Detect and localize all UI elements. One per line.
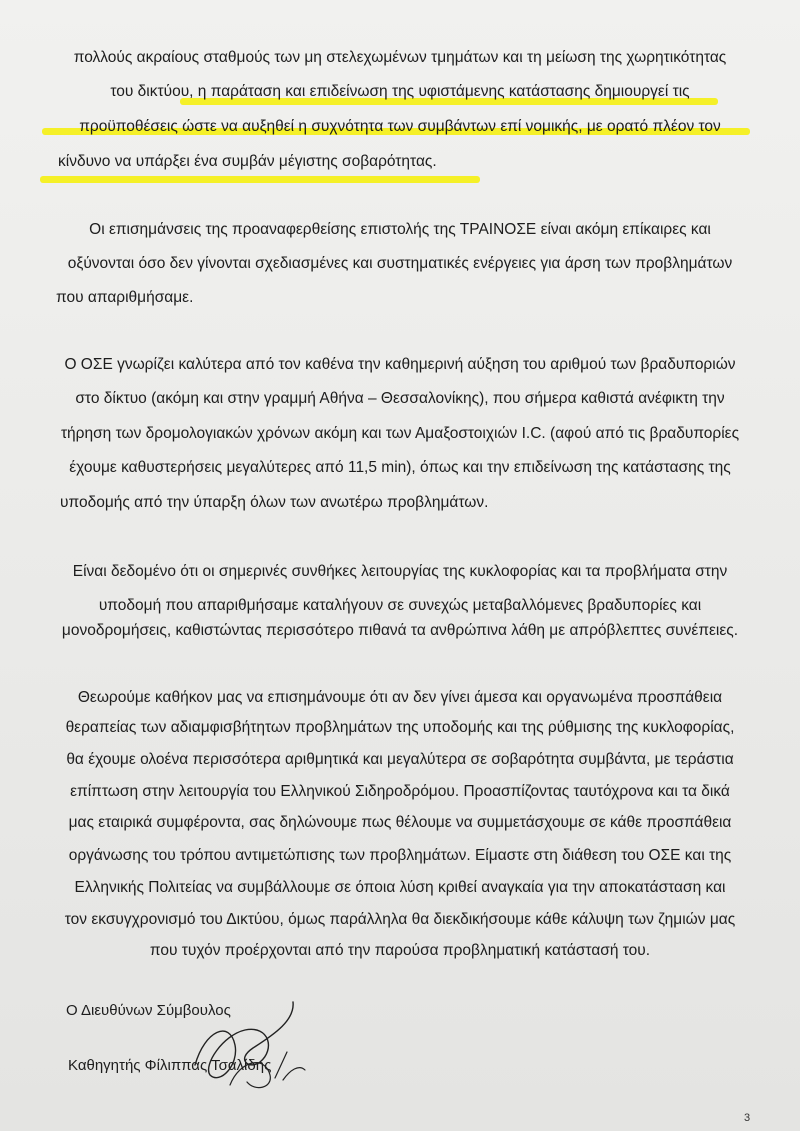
text-line: που απαριθμήσαμε. [56, 289, 194, 306]
text-line: επίπτωση στην λειτουργία του Ελληνικού Σιδηροδρόμου. Προασπίζοντας ταυτόχρονα και τα δικά [70, 783, 730, 800]
text-line: οργάνωσης του τρόπου αντιμετώπισης των προβλημάτων. Είμαστε στη διάθεση του ΟΣΕ και της [68, 847, 732, 864]
text-line: υποδομή που απαριθμήσαμε καταλήγουν σε συνεχώς μεταβαλλόμενες βραδυπορίες και [98, 597, 702, 614]
text-line: κίνδυνο να υπάρξει ένα συμβάν μέγιστης σοβαρότητας. [58, 153, 437, 170]
text-line: μονοδρομήσεις, καθιστώντας περισσότερο πιθανά τα ανθρώπινα λάθη με απρόβλεπτες συνέπειες. [61, 622, 739, 639]
text-line: οξύνονται όσο δεν γίνονται σχεδιασμένες και συστηματικές ενέργειες για άρση των προβλημάτων [67, 255, 733, 272]
text-line: Ο ΟΣΕ γνωρίζει καλύτερα από τον καθένα την καθημερινή αύξηση του αριθμού των βραδυποριών [64, 356, 736, 373]
signatory-name: Καθηγητής Φίλιππας Τσαλίδης [68, 1057, 272, 1074]
text-line: πολλούς ακραίους σταθμούς των μη στελεχωμένων τμημάτων και τη μείωση της χωρητικότητας [73, 49, 727, 66]
text-line: που τυχόν προέρχονται από την παρούσα προβληματική κατάστασή του. [149, 942, 651, 959]
text-line: Είναι δεδομένο ότι οι σημερινές συνθήκες λειτουργίας της κυκλοφορίας και τα προβλήματα στην [72, 563, 728, 580]
text-line: τον εκσυγχρονισμό του Δικτύου, όμως παράλληλα θα διεκδικήσουμε κάθε κάλυψη των ζημιών μας [64, 911, 736, 928]
text-line: τήρηση των δρομολογιακών χρόνων ακόμη και των Αμαξοστοιχιών I.C. (αφού από τις βραδυπορίες [60, 425, 740, 442]
text-line: έχουμε καθυστερήσεις μεγαλύτερες από 11,5 min), όπως και την επιδείνωση της κατάστασης της [69, 459, 731, 476]
text-line: μας εταιρικά συμφέροντα, σας δηλώνουμε πως θέλουμε να συμμετάσχουμε σε κάθε προσπάθεια [68, 814, 732, 831]
text-line: του δικτύου, η παράταση και επιδείνωση της υφιστάμενης κατάστασης δημιουργεί τις [110, 83, 690, 100]
text-line: Θεωρούμε καθήκον μας να επισημάνουμε ότι αν δεν γίνει άμεσα και οργανωμένα προσπάθεια [77, 689, 723, 706]
text-line: υποδομής από την ύπαρξη όλων των ανωτέρω προβλημάτων. [60, 494, 489, 511]
text-line: θα έχουμε ολοένα περισσότερα αριθμητικά και μεγαλύτερα σε σοβαρότητα συμβάντα, με τεράστια [66, 751, 734, 768]
page-number: 3 [744, 1112, 751, 1124]
text-line: προϋποθέσεις ώστε να αυξηθεί η συχνότητα των συμβάντων επί νομικής, με ορατό πλέον τον [79, 118, 721, 135]
signatory-role: Ο Διευθύνων Σύμβουλος [66, 1002, 231, 1019]
text-line: Οι επισημάνσεις της προαναφερθείσης επιστολής της ΤΡΑΙΝΟΣΕ είναι ακόμη επίκαιρες και [89, 221, 711, 238]
handwritten-signature [175, 990, 315, 1100]
highlight-mark [40, 176, 480, 183]
text-line: θεραπείας των αδιαμφισβήτητων προβλημάτων της υποδομής και της ρύθμισης της κυκλοφορίας, [65, 719, 735, 736]
text-line: Ελληνικής Πολιτείας να συμβάλλουμε σε όποια λύση κριθεί αναγκαία για την αποκατάσταση και [74, 879, 726, 896]
text-line: στο δίκτυο (ακόμη και στην γραμμή Αθήνα – Θεσσαλονίκης), που σήμερα καθιστά ανέφικτη την [75, 390, 725, 407]
